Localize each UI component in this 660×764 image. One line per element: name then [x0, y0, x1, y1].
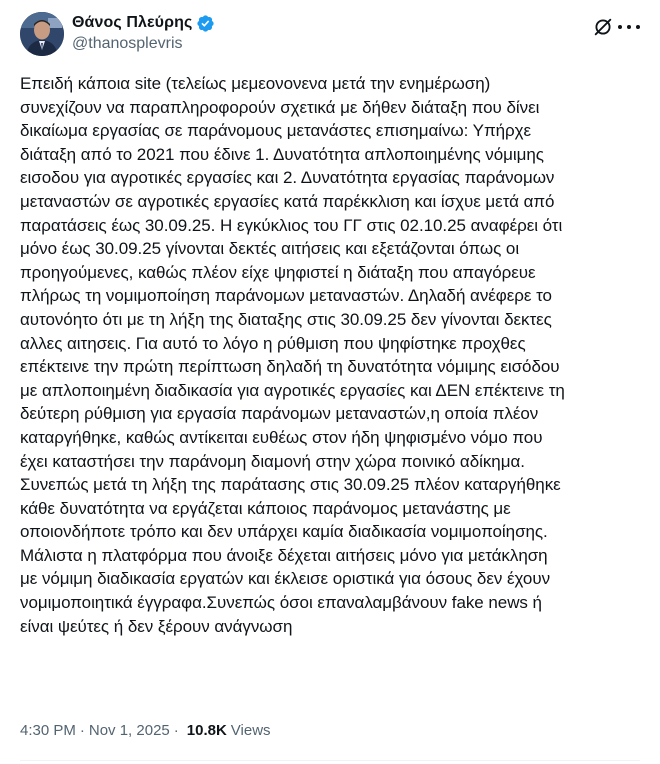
tweet-text: Επειδή κάποια site (τελείως μεμεονονενα μετά την ενημέρωση) συνεχίζουν να παραπληροφορούν σχετικά με δήθεν διάταξη που δίνει δικαίωμα εργασίας σε παράνομους μετανάστες επισημαίνω: Υπήρχε διάταξη από το 2021 που έδινε 1. Δυνατότητα απλοποιημένης νόμιμης εισοδου για αγροτικές εργασίες και 2. Δυνατότητα εργασίας παράνομων μεταναστών σε αγροτικές εργασίες κατά παρέκκλιση και ίσχυε μετά από παρατάσεις έως 30.09.25. Η εγκύκλιος του ΓΓ στις 02.10.25 αναφέρει ότι μόνο έως 30.09.25 γίνονται δεκτές αιτήσεις και εξετάζονται όπως οι προηγούμενες, καθώς πλέον είχε ψηφιστεί η διάταξη που απαγόρευε πλήρως τη νομιμοποίηση παράνομων μεταναστών. Δηλαδή ανέφερε το αυτονόητο ότι με τη λήξη της διαταξης στις 30.09.25 δεν γίνονται δεκτες αλλες αιτησεις. Για αυτό το λόγο η ρύθμιση που ψηφίστηκε προχθες επέκτεινε την πρώτη περίπτωση δηλαδή τη δυνατότητα νόμιμης εισόδου με απλοποιημένη διαδικασία για αγροτικές εργασίες και ΔΕΝ επέκτεινε τη δεύτερη ρύθμιση για εργασία παράνομων μεταναστών,η οποία πλέον καταργήθηκε, καθώς αντίκειται ευθέως στον ήδη ψηφισμένο νόμο που έχει καταστήσει την παράνομη διαμονή στην χώρα ποινικό αδίκημα. Συνεπώς μετά τη λήξη της παράτασης στις 30.09.25 πλέον καταργήθηκε κάθε δυνατότητα να εργάζεται κάποιος παράνομος μετανάστης με οποιονδήποτε τρόπο και δεν υπάρχει καμία διαδικασία νομιμοποίησης. Μάλιστα η πλατφόρμα που άνοιξε δέχεται αιτήσεις μόνο για μετάκληση με νόμιμη διαδικασία εργατών και έκλεισε οριστικά για όσους δεν έχουν νομιμοποιητικά έγγραφα.Συνεπώς όσοι επαναλαμβάνουν fake news ή είναι ψεύτες ή δεν ξέρουν ανάγνωση [20, 74, 565, 636]
tweet-time[interactable]: 4:30 PM [20, 722, 76, 739]
author-display-name[interactable]: Θάνος Πλεύρης [72, 14, 193, 31]
display-name-row [72, 12, 215, 34]
tweet-date[interactable]: Nov 1, 2025 [88, 722, 170, 739]
grok-icon[interactable] [592, 16, 614, 38]
tweet-header [20, 10, 640, 62]
divider [20, 760, 640, 761]
meta-separator: · [173, 722, 179, 739]
tweet-meta [20, 722, 271, 739]
avatar-image [20, 12, 64, 56]
views-count[interactable]: 10.8K [186, 722, 227, 739]
more-dot [627, 25, 631, 29]
meta-separator: · [79, 722, 85, 739]
author-names [72, 12, 215, 53]
more-dot [636, 25, 640, 29]
more-dot [618, 25, 622, 29]
views-label: Views [230, 722, 271, 739]
more-options-icon[interactable] [618, 16, 640, 38]
verified-badge-icon[interactable] [196, 14, 215, 33]
author-handle[interactable]: @thanosplevris [72, 35, 183, 52]
avatar[interactable] [20, 12, 64, 56]
